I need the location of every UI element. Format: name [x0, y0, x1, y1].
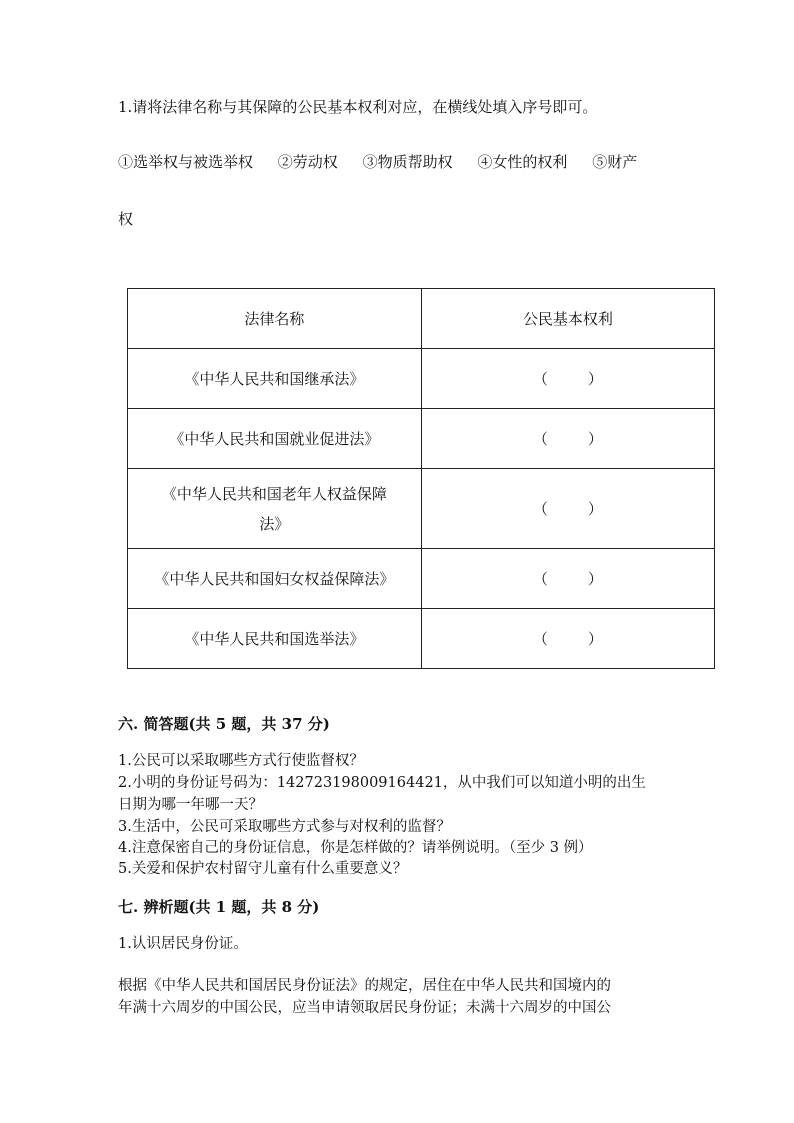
table-row [128, 469, 715, 549]
rights-options-line [118, 151, 637, 172]
short-answer-item-2-cont: 日期为哪一年哪一天？ [118, 797, 263, 813]
option-4: ④女性的权利 [477, 153, 568, 171]
header-citizen-rights: 公民基本权利 [421, 289, 714, 349]
answer-blank[interactable]: （ ） [421, 349, 714, 409]
option-5-wrap: 权 [118, 210, 134, 228]
question-matching-prompt: 1.请将法律名称与其保障的公民基本权利对应，在横线处填入序号即可。 [118, 98, 598, 116]
short-answer-item-3: 3.生活中，公民可采取哪些方式参与对权利的监督？ [118, 819, 451, 835]
law-name-cell: 《中华人民共和国选举法》 [128, 609, 422, 669]
short-answer-item-2: 2.小明的身份证号码为：142723198009164421，从中我们可以知道小明的出生 [118, 775, 646, 791]
option-3: ③物质帮助权 [362, 153, 453, 171]
option-5: ⑤财产 [592, 153, 638, 171]
analysis-paragraph-line-1: 根据《中华人民共和国居民身份证法》的规定，居住在中华人民共和国境内的 [118, 978, 611, 994]
answer-blank[interactable]: （ ） [421, 549, 714, 609]
law-name-cell [128, 469, 422, 549]
option-2: ②劳动权 [277, 153, 338, 171]
section-6-title: 六. 简答题(共 5 题，共 37 分) [118, 715, 330, 733]
option-1: ①选举权与被选举权 [118, 153, 254, 171]
section-7-title: 七. 辨析题(共 1 题，共 8 分) [118, 898, 320, 916]
short-answer-item-4: 4.注意保密自己的身份证信息，你是怎样做的？请举例说明。（至少 3 例） [118, 840, 593, 856]
analysis-question: 1.认识居民身份证。 [118, 936, 248, 952]
table-row [128, 609, 715, 669]
table-row [128, 349, 715, 409]
table-row [128, 409, 715, 469]
header-law-name: 法律名称 [128, 289, 422, 349]
law-name-line-2: 法》 [259, 514, 290, 533]
short-answer-item-5: 5.关爱和保护农村留守儿童有什么重要意义？ [118, 861, 408, 877]
law-name-cell: 《中华人民共和国就业促进法》 [128, 409, 422, 469]
short-answer-item-1: 1.公民可以采取哪些方式行使监督权？ [118, 753, 364, 769]
law-name-line-1: 《中华人民共和国老年人权益保障 [161, 484, 387, 503]
law-rights-table [127, 288, 715, 669]
answer-blank[interactable]: （ ） [421, 609, 714, 669]
law-name-cell: 《中华人民共和国继承法》 [128, 349, 422, 409]
answer-blank[interactable]: （ ） [421, 469, 714, 549]
analysis-paragraph-line-2: 年满十六周岁的中国公民，应当申请领取居民身份证；未满十六周岁的中国公 [118, 1000, 611, 1016]
table-row [128, 549, 715, 609]
answer-blank[interactable]: （ ） [421, 409, 714, 469]
law-name-cell: 《中华人民共和国妇女权益保障法》 [128, 549, 422, 609]
table-header-row [128, 289, 715, 349]
